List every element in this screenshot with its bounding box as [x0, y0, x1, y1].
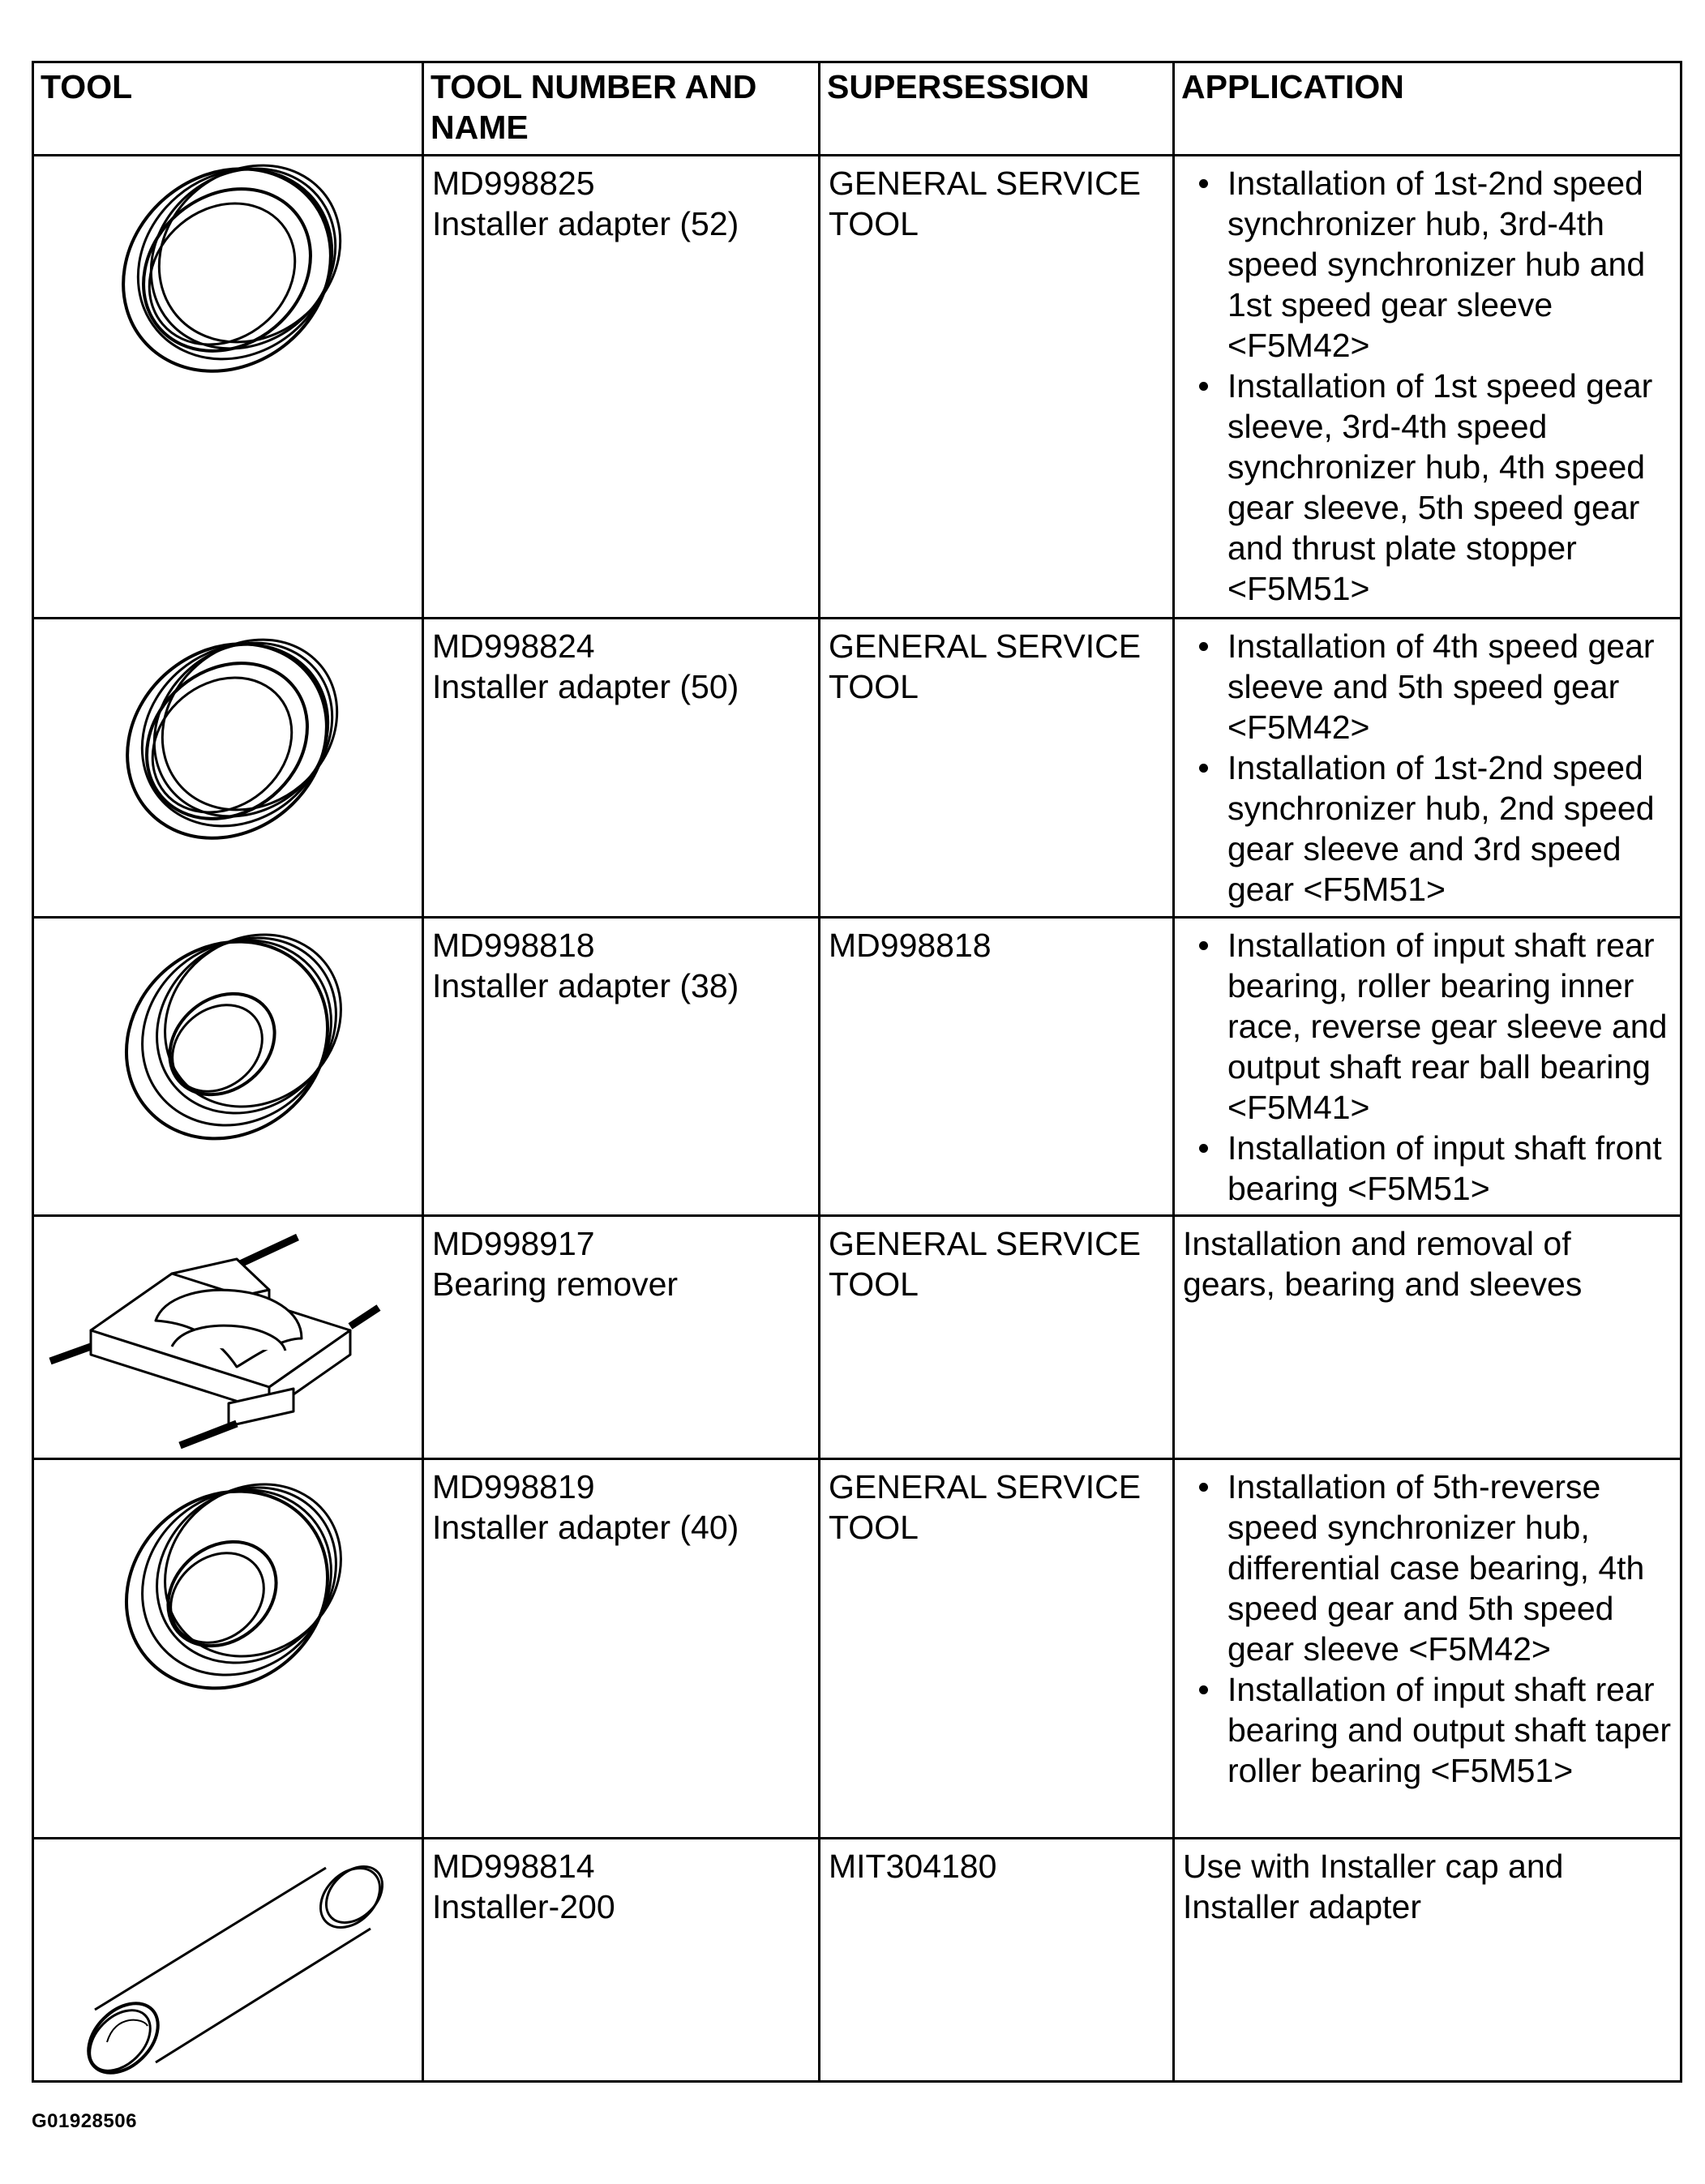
tool-number-and-name-cell: [423, 619, 820, 918]
tool-name: Installer adapter (40): [432, 1509, 739, 1546]
application-cell: [1174, 156, 1681, 619]
bearing-remover-icon: [34, 1217, 423, 1460]
table-row: [33, 619, 1681, 918]
table-row: [33, 918, 1681, 1216]
tool-image-cell: [33, 918, 423, 1216]
application-cell: [1174, 918, 1681, 1216]
installer-adapter-ring-icon: [34, 619, 423, 918]
header-row: [33, 62, 1681, 156]
application-cell: [1174, 619, 1681, 918]
supersession-cell: GENERAL SERVICE TOOL: [820, 156, 1174, 619]
tool-number: MD998818: [432, 927, 595, 964]
tool-name: Bearing remover: [432, 1265, 679, 1303]
tool-number: MD998814: [432, 1848, 595, 1885]
tool-name: Installer adapter (50): [432, 668, 739, 705]
supersession-cell: MIT304180: [820, 1839, 1174, 2082]
tool-image-cell: [33, 156, 423, 619]
special-tools-table: [32, 61, 1682, 2083]
installer-adapter-ring-icon: [34, 1460, 423, 1839]
supersession-cell: GENERAL SERVICE TOOL: [820, 1216, 1174, 1459]
application-cell: Use with Installer cap and Installer adapter: [1174, 1839, 1681, 2082]
tool-image-cell: [33, 1216, 423, 1459]
installer-tube-icon: [34, 1839, 423, 2083]
header-tool-number-and-name: TOOL NUMBER AND NAME: [423, 62, 820, 156]
tool-image-cell: [33, 1839, 423, 2082]
tool-number: MD998917: [432, 1225, 595, 1262]
installer-adapter-ring-icon: [34, 156, 423, 619]
tool-number-and-name-cell: [423, 156, 820, 619]
tool-name: Installer adapter (52): [432, 205, 739, 242]
tool-name: Installer adapter (38): [432, 967, 739, 1004]
installer-adapter-ring-icon: [34, 919, 423, 1216]
table-row: [33, 1839, 1681, 2082]
header-tool: TOOL: [33, 62, 423, 156]
application-item: Installation of 1st-2nd speed synchronizer hub, 3rd-4th speed synchronizer hub and 1st speed gear sleeve <F5M42>: [1183, 163, 1672, 366]
supersession-cell: GENERAL SERVICE TOOL: [820, 1459, 1174, 1839]
application-cell: Installation and removal of gears, bearing and sleeves: [1174, 1216, 1681, 1459]
application-cell: [1174, 1459, 1681, 1839]
application-item: Installation of 5th-reverse speed synchronizer hub, differential case bearing, 4th speed gear and 5th speed gear sleeve <F5M42>: [1183, 1467, 1672, 1669]
tool-number: MD998825: [432, 165, 595, 202]
tool-number: MD998824: [432, 627, 595, 665]
tool-image-cell: [33, 619, 423, 918]
tool-number-and-name-cell: [423, 1216, 820, 1459]
table-row: [33, 156, 1681, 619]
tool-image-cell: [33, 1459, 423, 1839]
table-row: [33, 1216, 1681, 1459]
tool-number-and-name-cell: [423, 1839, 820, 2082]
supersession-cell: MD998818: [820, 918, 1174, 1216]
application-item: Installation of 1st-2nd speed synchronizer hub, 2nd speed gear sleeve and 3rd speed gear <F5M51>: [1183, 747, 1672, 910]
supersession-cell: GENERAL SERVICE TOOL: [820, 619, 1174, 918]
application-item: Installation of 1st speed gear sleeve, 3rd-4th speed synchronizer hub, 4th speed gear sleeve, 5th speed gear and thrust plate stopper <F5M51>: [1183, 366, 1672, 609]
tool-number-and-name-cell: [423, 918, 820, 1216]
application-item: Installation of input shaft rear bearing and output shaft taper roller bearing <F5M51>: [1183, 1669, 1672, 1791]
application-item: Installation of input shaft rear bearing, roller bearing inner race, reverse gear sleeve and output shaft rear ball bearing <F5M41>: [1183, 925, 1672, 1128]
table-row: [33, 1459, 1681, 1839]
figure-id: G01928506: [32, 2110, 137, 2132]
tool-number-and-name-cell: [423, 1459, 820, 1839]
application-item: Installation of 4th speed gear sleeve and 5th speed gear <F5M42>: [1183, 626, 1672, 747]
application-item: Installation of input shaft front bearing <F5M51>: [1183, 1128, 1672, 1209]
tool-name: Installer-200: [432, 1888, 615, 1925]
header-supersession: SUPERSESSION: [820, 62, 1174, 156]
header-application: APPLICATION: [1174, 62, 1681, 156]
tool-number: MD998819: [432, 1468, 595, 1505]
